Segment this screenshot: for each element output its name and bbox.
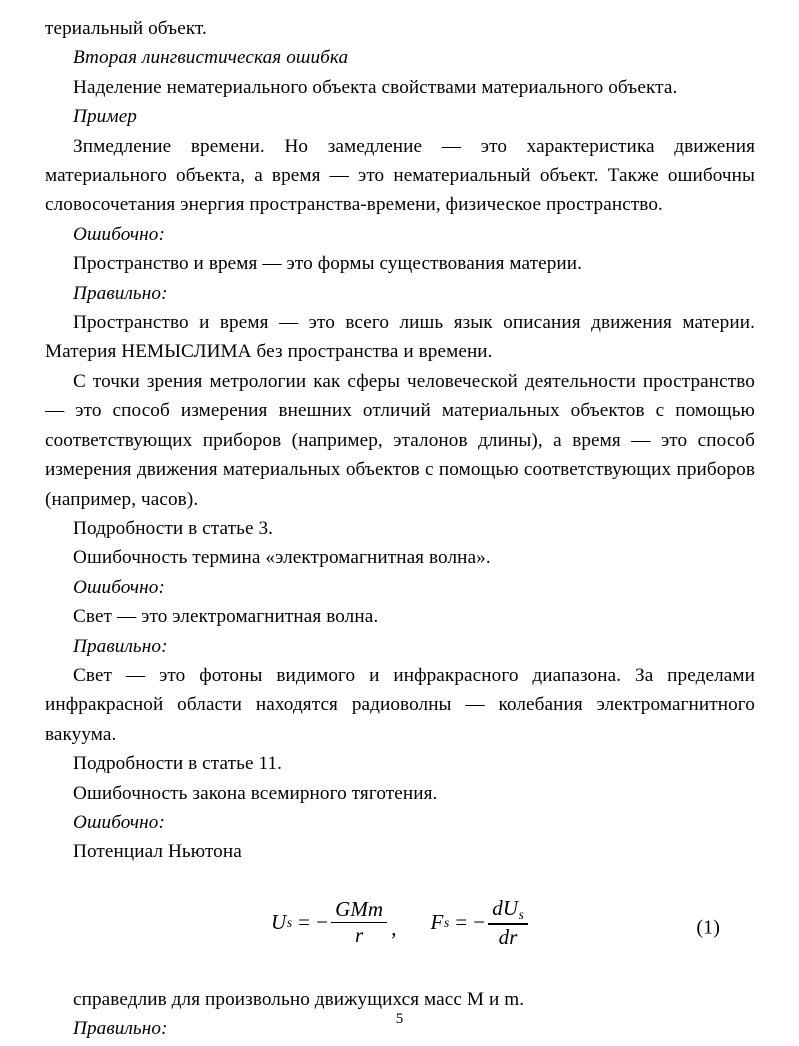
right-statement-2: Свет — это фотоны видимого и инфракрасного диапазона. За пределами инфракрасной области находятся радиоволны — колебания электромагнитного вакуума.: [45, 664, 755, 745]
details-article-3: Подробности в статье 3.: [73, 517, 274, 539]
minus-sign: −: [316, 909, 329, 934]
error-title-electromagnetic-wave: Ошибочность термина «электромагнитная волна».: [73, 547, 491, 569]
numerator-dUs: [488, 897, 528, 924]
equation-number: (1): [696, 916, 720, 939]
equation-1-block: [45, 897, 755, 959]
metrology-paragraph: С точки зрения метрологии как сферы человеческой деятельности пространство — это способ измерения внешних отличий материальных объектов с помощью соответствующих приборов (например, эталонов длины), а время — это способ измерения движения материальных объектов с помощью соответствующих приборов (например, часов).: [45, 370, 755, 510]
equation-potential-us: [271, 898, 397, 947]
section-statement: Наделение нематериального объекта свойствами материального объекта.: [73, 76, 678, 98]
equation-comma: ,: [391, 915, 397, 940]
right-label-1: Правильно:: [73, 282, 168, 304]
numerator-subscript-s: s: [518, 906, 524, 922]
wrong-label-2: Ошибочно:: [73, 576, 165, 598]
equals-sign: =: [298, 909, 311, 934]
fraction-dus-over-dr: [488, 897, 528, 949]
wrong-statement-1: Пространство и время — это формы существования материи.: [73, 253, 583, 275]
example-label: Пример: [73, 106, 137, 128]
symbol-U: U: [271, 909, 287, 934]
subscript-s: s: [286, 914, 293, 930]
continued-line: териальный объект.: [45, 18, 207, 39]
example-paragraph: Зпмедление времени. Но замедление — это характеристика движения материального объекта, а время — это нематериальный объект. Также ошибочны словосочетания энергия пространства-времени, физическое пространство.: [45, 135, 755, 216]
denominator-dr: dr: [498, 924, 518, 949]
fraction-gmm-over-r: [331, 898, 387, 947]
numerator-GMm: GMm: [335, 897, 384, 922]
page-body: [45, 14, 755, 1044]
details-article-11: Подробности в статье 11.: [73, 753, 283, 775]
wrong-label-3: Ошибочно:: [73, 811, 165, 833]
numerator-dU: dU: [492, 895, 519, 920]
subscript-s-force: s: [443, 914, 450, 930]
right-label-2: Правильно:: [73, 635, 168, 657]
after-formula-text: справедлив для произвольно движущихся масс M и m.: [73, 988, 525, 1010]
newton-potential-intro: Потенциал Ньютона: [73, 841, 242, 863]
error-title-universal-gravitation: Ошибочность закона всемирного тяготения.: [73, 782, 438, 804]
equation-1-expressions: [45, 897, 755, 949]
page-number-footer: 5: [395, 1011, 404, 1027]
denominator-r: r: [354, 923, 364, 948]
section-heading-second-linguistic-error: Вторая лингвистическая ошибка: [73, 47, 349, 69]
wrong-statement-2: Свет — это электромагнитная волна.: [73, 606, 379, 628]
right-label-3: Правильно:: [73, 1018, 168, 1040]
equation-force-fs: [431, 897, 529, 949]
wrong-label-1: Ошибочно:: [73, 223, 165, 245]
symbol-F: F: [430, 909, 444, 934]
minus-sign-2: −: [473, 909, 486, 934]
equals-sign-2: =: [455, 909, 468, 934]
right-statement-1: Пространство и время — это всего лишь язык описания движения материи. Материя НЕМЫСЛИМА без пространства и времени.: [45, 312, 755, 363]
